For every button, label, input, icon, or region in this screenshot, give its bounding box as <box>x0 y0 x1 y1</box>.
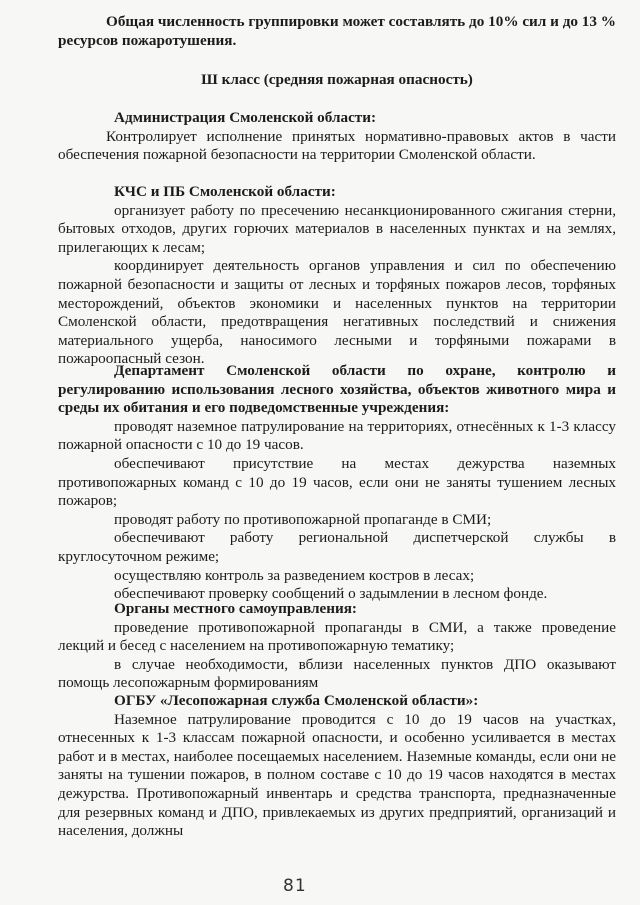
section-paragraph: обеспечивают работу региональной диспетчерской службы в круглосуточном режиме; <box>58 529 616 565</box>
section-paragraph: осуществляю контроль за разведением костров в лесах; <box>114 566 475 584</box>
section-forest-fire-service <box>58 692 616 841</box>
section-heading: Департамент Смоленской области по охране, контролю и регулированию использования лесного хозяйства, объектов животного мира и среды их обитания и его подведомственные учреждения: <box>58 362 616 417</box>
section-paragraph: координирует деятельность органов управления и сил по обеспечению пожарной безопасности и защиты от лесных и торфяных пожаров лесов, торфяных месторождений, объектов экономики и населенных пунктов на территории Смоленской области, предотвращения негативных последствий и снижения материального ущерба, наносимого лесными и торфяными пожарами в пожароопасный сезон. <box>58 257 616 368</box>
section-heading: КЧС и ПБ Смоленской области: <box>114 183 336 200</box>
section-department <box>58 362 616 604</box>
section-paragraph: проводят работу по противопожарной пропаганде в СМИ; <box>114 510 492 528</box>
section-paragraph: Наземное патрулирование проводится с 10 до 19 часов на участках, отнесенных к 1-3 классам пожарной опасности, и особенно усиливается в местах работ и в местах, наиболее посещаемых населением. Наземные команды, если они не заняты на тушении пожаров, в полном составе с 10 до 19 часов находятся в местах дежурства. Противопожарный инвентарь и средства транспорта, предназначенные для резервных команд и ДПО, привлекаемых из других предприятий, организаций и населения, должны <box>58 710 616 840</box>
section-paragraph: в случае необходимости, вблизи населенных пунктов ДПО оказывают помощь лесопожарным формированиям <box>58 655 616 692</box>
section-paragraph: Контролирует исполнение принятых нормативно-правовых актов в части обеспечения пожарной безопасности на территории Смоленской области. <box>58 127 616 164</box>
section-paragraph: проведение противопожарной пропаганды в СМИ, а также проведение лекций и бесед с населением на противопожарную тематику; <box>58 618 616 655</box>
section-heading: Органы местного самоуправления: <box>114 600 357 617</box>
section-paragraph: организует работу по пресечению несанкционированного сжигания стерни, бытовых отходов, других горючих материалов в населенных пунктах и на землях, прилегающих к лесам; <box>58 201 616 256</box>
section-administration <box>58 109 616 165</box>
section-paragraph: обеспечивают проверку сообщений о задымлении в лесном фонде. <box>114 585 548 603</box>
section-kchs <box>58 183 616 369</box>
page-number: 81 <box>283 876 307 896</box>
class-title: Ш класс (средняя пожарная опасность) <box>201 71 473 88</box>
section-paragraph: обеспечивают присутствие на местах дежурства наземных противопожарных команд с 10 до 19 часов, если они не заняты тушением лесных пожаров; <box>58 454 616 510</box>
section-paragraph: проводят наземное патрулирование на территориях, отнесённых к 1-3 классу пожарной опасности с 10 до 19 часов. <box>58 417 616 454</box>
intro-paragraph: Общая численность группировки может составлять до 10% сил и до 13 % ресурсов пожаротушения. <box>58 13 616 49</box>
section-local-government <box>58 600 616 693</box>
section-heading: Администрация Смоленской области: <box>114 109 377 126</box>
section-heading: ОГБУ «Лесопожарная служба Смоленской области»: <box>114 692 479 709</box>
